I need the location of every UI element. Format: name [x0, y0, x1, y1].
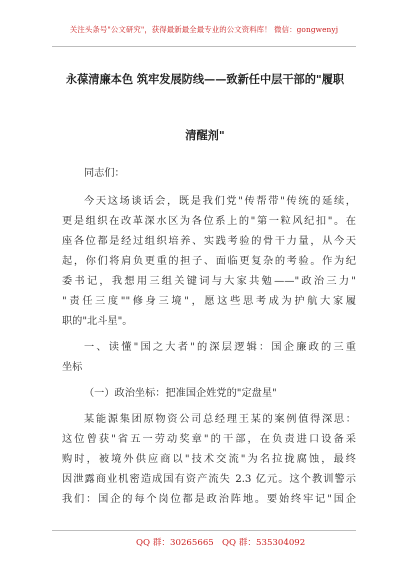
header-banner: 关注头条号"公文研究"，获得最新最全最专业的公文资料库！ 微信：gongwenyj — [69, 25, 339, 34]
section-heading: 坐标 — [62, 362, 83, 373]
body-line: 更是组织在改革深水区为各位系上的"第一粒风纪扣"。在 — [62, 216, 356, 227]
body-line: 某能源集团原物资公司总经理王某的案例值得深思： — [84, 414, 356, 425]
body-line: 因泄露商业机密造成国有资产流失 2.3 亿元。这个教训警示 — [62, 474, 356, 485]
body-line: "责任三度""修身三境"，愿这些思考成为护航大家履 — [62, 296, 356, 307]
document-title-line-2: 清醒剂" — [185, 128, 225, 142]
body-line: 职的"北斗星"。 — [62, 316, 133, 327]
subsection-heading: （一）政治坐标：把准国企姓党的"定盘星" — [84, 388, 277, 399]
footer-qq-group-1: QQ 群：30265665 — [136, 538, 214, 548]
section-heading: 一、读懂"国之大者"的深层逻辑：国企廉政的三重 — [84, 342, 356, 353]
body-line: 委书记，我想用三组关键词与大家共勉——"政治三力" — [62, 276, 356, 287]
salutation: 同志们： — [84, 168, 125, 179]
body-line: 购时，被境外供应商以"技术交流"为名拉拢腐蚀，最终 — [62, 454, 356, 465]
header-divider — [52, 46, 356, 47]
body-line: 起，你们将肩负更重的担子、面临更复杂的考验。作为纪 — [62, 256, 356, 267]
footer-qq-group-2: QQ 群：535304092 — [222, 538, 306, 548]
footer-divider — [52, 530, 356, 531]
body-line: 今天这场谈话会，既是我们党"传帮带"传统的延续， — [84, 196, 356, 207]
body-line: 我们：国企的每个岗位都是政治阵地。要始终牢记"国企 — [62, 494, 356, 505]
document-title-line-1: 永葆清廉本色 筑牢发展防线——致新任中层干部的"履职 — [65, 72, 345, 86]
body-line: 座各位都是经过组织培养、实践考验的骨干力量，从今天 — [62, 236, 356, 247]
body-line: 这位曾获"省五一劳动奖章"的干部，在负责进口设备采 — [62, 434, 356, 445]
